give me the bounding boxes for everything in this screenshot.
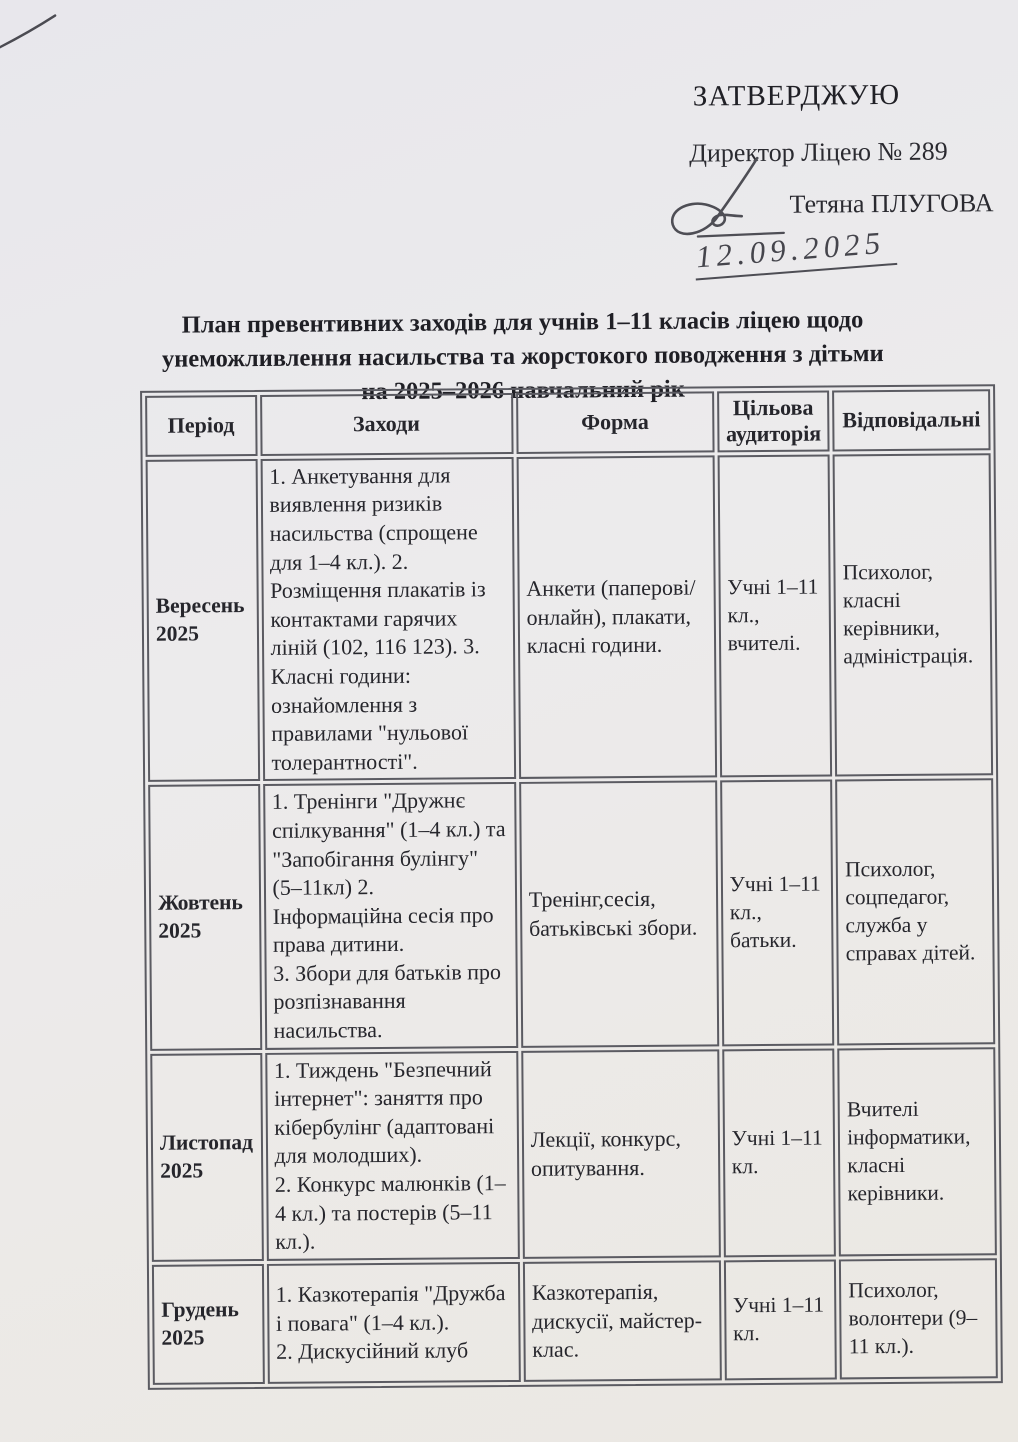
header-cell-responsible: Відповідальні xyxy=(832,389,990,451)
table-row-september xyxy=(146,453,994,782)
cell-form: Анкети (паперові/онлайн), плакати, класні години. xyxy=(516,455,716,779)
cell-activities: 1. Анкетування для виявлення ризиків насильства (спрощене для 1–4 кл.). 2. Розміщення плакатів із контактами гарячих ліній (102, 116 123). 3. Класні години: ознайомлення з правилами "нульової толерантності". xyxy=(260,457,516,782)
cell-audience: Учні 1–11 кл., батьки. xyxy=(720,780,835,1046)
cell-responsible: Психолог, волонтери (9–11 кл.). xyxy=(839,1258,998,1379)
cell-form: Лекції, конкурс, опитування. xyxy=(521,1049,721,1259)
plan-table xyxy=(140,384,1003,1389)
cell-audience: Учні 1–11 кл. xyxy=(724,1259,837,1380)
header-cell-period: Період xyxy=(145,395,257,457)
cell-activities: 1. Тренінги "Дружнє спілкування" (1–4 кл.) та "Запобігання булінгу" (5–11кл) 2. Інформаційна сесія про права дитини. 3. Збори для батьків про розпізнавання насильства. xyxy=(263,782,518,1049)
header-row xyxy=(145,389,990,456)
cell-period: Грудень 2025 xyxy=(152,1264,264,1385)
cell-responsible: Психолог, класні керівники, адміністрація. xyxy=(833,453,993,777)
signer-name: Тетяна ПЛУГОВА xyxy=(789,188,994,219)
header-cell-form: Форма xyxy=(516,391,714,453)
header-cell-audience: Цільова аудиторія xyxy=(717,390,830,452)
cell-period: Листопад 2025 xyxy=(150,1053,263,1262)
cell-period: Жовтень 2025 xyxy=(148,784,262,1050)
cell-period: Вересень 2025 xyxy=(146,459,260,782)
title-line-2: унеможливлення насильства та жорстокого поводження з дітьми xyxy=(161,339,884,373)
cell-audience: Учні 1–11 кл., вчителі. xyxy=(717,454,832,777)
title-line-3: на 2025–2026 навчальний рік xyxy=(361,375,685,405)
cell-responsible: Психолог, соцпедагог, служба у справах дітей. xyxy=(835,779,995,1046)
cell-form: Казкотерапія, дискусії, майстер-клас. xyxy=(523,1260,722,1382)
table-row-november xyxy=(150,1047,997,1262)
cell-responsible: Вчителі інформатики, класні керівники. xyxy=(837,1047,996,1256)
title-line-1: План превентивних заходів для учнів 1–11 класів ліцею щодо xyxy=(181,306,864,339)
cell-activities: 1. Казкотерапія "Дружба і повага" (1–4 кл.). 2. Дискусійний клуб xyxy=(266,1262,520,1384)
director-title-line: Директор Ліцею № 289 xyxy=(689,136,948,168)
handwritten-date: 12.09.2025 xyxy=(693,224,897,281)
table-row-december xyxy=(152,1258,998,1385)
cell-activities: 1. Тиждень "Безпечний інтернет": заняття про кібербулінг (адаптовані для молодших). 2. Конкурс малюнків (1–4 кл.) та постерів (5–11 кл.). xyxy=(265,1051,520,1261)
cell-form: Тренінг,сесія, батьківські збори. xyxy=(519,781,719,1048)
cell-audience: Учні 1–11 кл. xyxy=(722,1048,836,1257)
approval-stamp-label: ЗАТВЕРДЖУЮ xyxy=(692,78,901,113)
pen-mark xyxy=(0,7,78,56)
header-cell-activities: Заходи xyxy=(260,393,514,456)
table-row-october xyxy=(148,779,995,1051)
